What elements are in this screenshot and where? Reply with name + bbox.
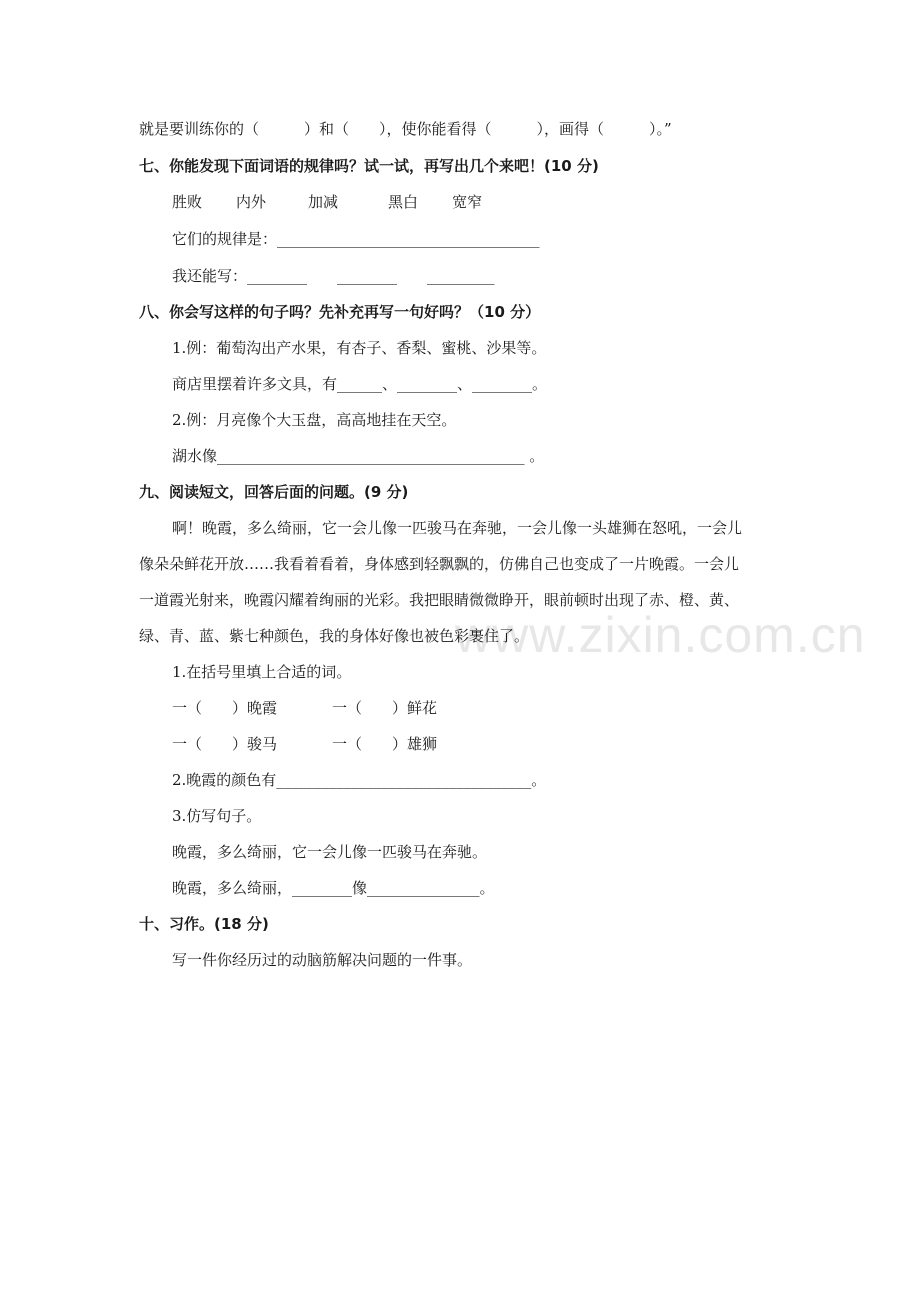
q8-title: 八、你会写这样的句子吗？先补充再写一句好吗？（10 分） <box>139 303 541 321</box>
watermark: www.zixin.com.cn <box>455 607 866 663</box>
q8-example-2: 2.例：月亮像个大玉盘，高高地挂在天空。 <box>172 411 457 429</box>
q7-title: 七、你能发现下面词语的规律吗？试一试，再写出几个来吧！(10 分) <box>139 157 599 175</box>
word-2: 内外 <box>236 193 267 211</box>
q9-model-sentence: 晚霞，多么绮丽，它一会儿像一匹骏马在奔驰。 <box>172 843 488 861</box>
fill-row-1b: 一（ ）鲜花 <box>332 699 438 717</box>
fill-row-2a: 一（ ）骏马 <box>172 735 278 753</box>
word-3: 加减 <box>308 193 339 211</box>
q8-fill-1: 商店里摆着许多文具，有______、________、________。 <box>172 375 548 393</box>
intro-line: 就是要训练你的（ ）和（ ），使你能看得（ ），画得（ ）。” <box>139 120 672 138</box>
q7-more-line: 我还能写：________ ________ _________ <box>172 267 495 285</box>
q10-prompt: 写一件你经历过的动脑筋解决问题的一件事。 <box>172 951 473 969</box>
passage-line-3: 一道霞光射来，晚霞闪耀着绚丽的光彩。我把眼睛微微睁开，眼前顿时出现了赤、橙、黄、 <box>139 591 740 609</box>
passage-line-2: 像朵朵鲜花开放……我看着看着，身体感到轻飘飘的，仿佛自己也变成了一片晚霞。一会儿 <box>139 555 740 573</box>
q8-example-1: 1.例：葡萄沟出产水果，有杏子、香梨、蜜桃、沙果等。 <box>172 339 547 357</box>
q9-imitate-sentence: 晚霞，多么绮丽，________像_______________。 <box>172 879 495 897</box>
fill-row-2b: 一（ ）雄狮 <box>332 735 438 753</box>
word-4: 黑白 <box>388 193 419 211</box>
word-5: 宽窄 <box>452 193 483 211</box>
q7-words <box>172 191 482 213</box>
q9-title: 九、阅读短文，回答后面的问题。(9 分) <box>139 483 409 501</box>
q7-rule-line: 它们的规律是：___________________________________ <box>172 230 540 248</box>
q9-sub-2: 2.晚霞的颜色有__________________________________。 <box>172 771 547 789</box>
passage-line-4: 绿、青、蓝、紫七种颜色，我的身体好像也被色彩裹住了。 <box>139 627 530 645</box>
q9-sub-1: 1.在括号里填上合适的词。 <box>172 663 352 681</box>
q9-sub-3: 3.仿写句子。 <box>172 807 262 825</box>
word-1: 胜败 <box>172 193 203 211</box>
fill-row-1a: 一（ ）晚霞 <box>172 699 278 717</box>
q8-fill-2: 湖水像_________________________________________ 。 <box>172 447 545 465</box>
passage-line-1: 啊！晚霞，多么绮丽，它一会儿像一匹骏马在奔驰，一会儿像一头雄狮在怒吼，一会儿 <box>172 519 743 537</box>
q10-title: 十、习作。(18 分) <box>139 915 269 933</box>
